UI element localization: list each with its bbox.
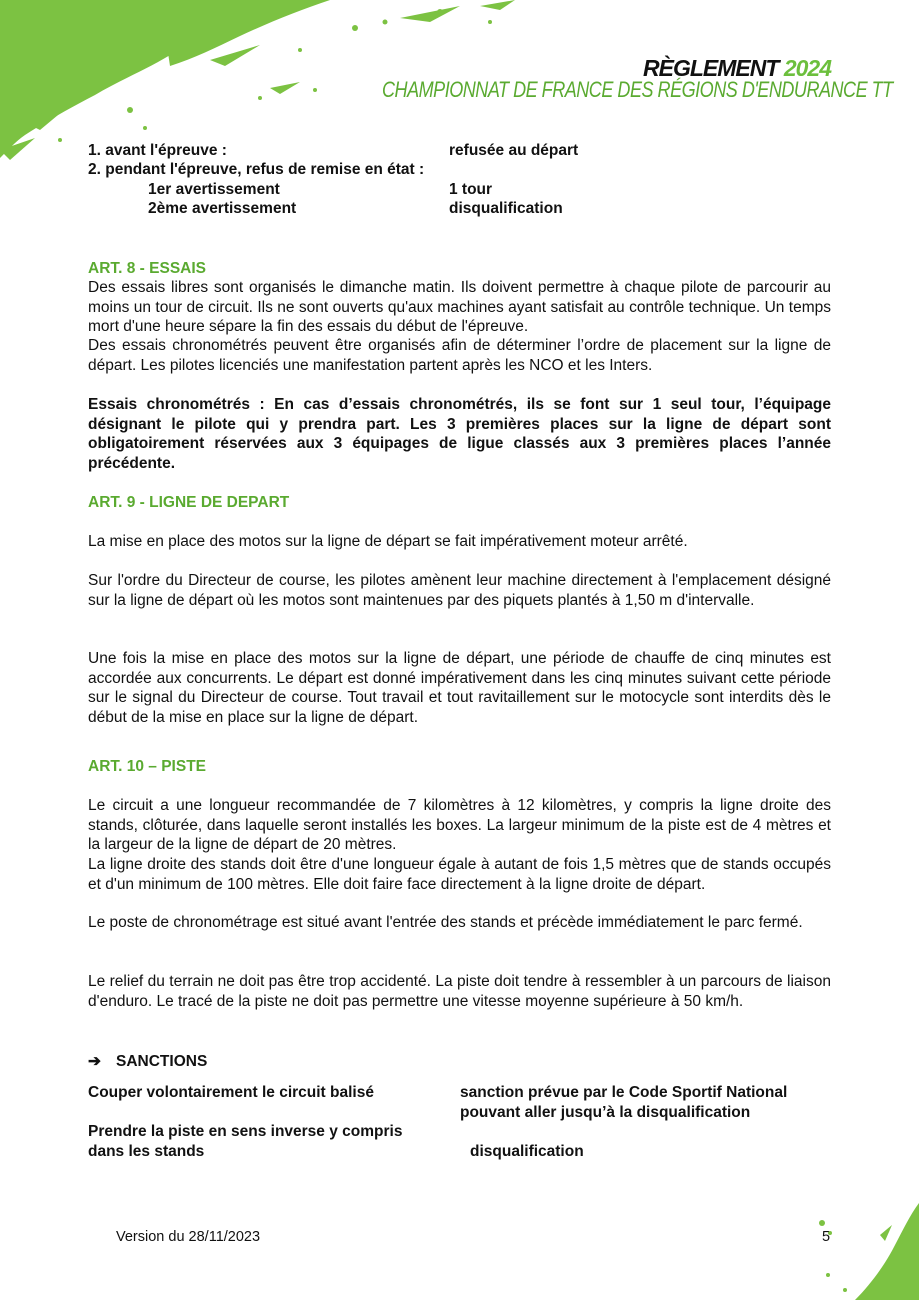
- paragraph: Sur l'ordre du Directeur de course, les pilotes amènent leur machine directement à l'emplacement désigné sur la ligne de départ où les motos sont maintenues par des piquets plantés à 1,50 m d'intervalle.: [88, 572, 831, 609]
- paragraph: La mise en place des motos sur la ligne de départ se fait impérativement moteur arrêté.: [88, 533, 688, 550]
- section-heading: ART. 10 – PISTE: [88, 758, 207, 775]
- paragraph: Une fois la mise en place des motos sur la ligne de départ, une période de chauffe de cinq minutes est accordée aux concurrents. Le départ est donné impérativement dans les cinq minutes suivant cette période sur le signal du Directeur de course. Tout travail et tout ravitaillement sur le motocycle sont interdits dès le début de la mise en place sur la ligne de départ.: [88, 650, 831, 726]
- paragraph: Le circuit a une longueur recommandée de 7 kilomètres à 12 kilomètres, y compris la ligne droite des stands, clôturée, dans laquelle seront installés les boxes. La largeur minimum de la piste est de 4 mètres et la largeur de la ligne de départ de 20 mètres.: [88, 797, 831, 854]
- paragraph-bold: Essais chronométrés : En cas d’essais chronométrés, ils se font sur 1 seul tour, l’équipage désignant le pilote qui y prendra part. Les 3 premières places sur la ligne de départ sont obligatoirement réservées aux 3 équipages de ligue classés aux 3 premières places l’année précédente.: [88, 396, 831, 472]
- section-heading: ART. 9 - LIGNE DE DEPART: [88, 494, 290, 511]
- sanction-penalty: pouvant aller jusqu’à la disqualification: [460, 1104, 751, 1121]
- sanction-offense: dans les stands: [88, 1143, 205, 1160]
- warning-label: 1er avertissement: [148, 181, 280, 198]
- paragraph: Le relief du terrain ne doit pas être trop accidenté. La piste doit tendre à ressembler à un parcours de liaison d'enduro. Le tracé de la piste ne doit pas permettre une vitesse moyenne supérieure à 50 km/h.: [88, 973, 831, 1010]
- paragraph: La ligne droite des stands doit être d'une longueur égale à autant de fois 1,5 mètres que de stands occupés et d'un minimum de 100 mètres. Elle doit faire face directement à la ligne droite de départ.: [88, 856, 831, 893]
- footer-version: Version du 28/11/2023: [116, 1229, 261, 1245]
- sanction-penalty: sanction prévue par le Code Sportif National: [460, 1084, 788, 1101]
- warning-value: 1 tour: [449, 181, 493, 198]
- paragraph: Des essais libres sont organisés le dimanche matin. Ils doivent permettre à chaque pilote de parcourir au moins un tour de circuit. Ils ne sont ouverts qu'aux machines ayant satisfait au contrôle technique. Un temps mort d'une heure sépare la fin des essais du début de l'épreuve.: [88, 279, 831, 336]
- document-subtitle: CHAMPIONNAT DE FRANCE DES RÉGIONS D'ENDURANCE TT: [382, 77, 893, 102]
- sanction-offense: Prendre la piste en sens inverse y compris: [88, 1123, 403, 1140]
- paragraph: Des essais chronométrés peuvent être organisés afin de déterminer l’ordre de placement sur la ligne de départ. Les pilotes licenciés une manifestation partent après les NCO et les Inters.: [88, 337, 831, 374]
- sanction-offense: Couper volontairement le circuit balisé: [88, 1084, 374, 1101]
- title-word: RÈGLEMENT: [643, 55, 779, 81]
- paragraph: Le poste de chronométrage est situé avant l'entrée des stands et précède immédiatement le parc fermé.: [88, 914, 803, 931]
- list-item-value: refusée au départ: [449, 142, 579, 159]
- sanctions-heading: SANCTIONS: [116, 1053, 208, 1070]
- list-item-label: 2. pendant l'épreuve, refus de remise en état :: [88, 161, 425, 178]
- list-item-label: 1. avant l'épreuve :: [88, 142, 227, 159]
- warning-value: disqualification: [449, 200, 563, 217]
- page-number: 5: [822, 1229, 831, 1245]
- arrow-icon: ➔: [88, 1053, 101, 1070]
- sanction-penalty: disqualification: [470, 1143, 584, 1160]
- section-heading: ART. 8 - ESSAIS: [88, 260, 206, 277]
- warning-label: 2ème avertissement: [148, 200, 297, 217]
- title-year: 2024: [783, 55, 831, 81]
- green-splash-corner-decoration: [800, 1195, 919, 1300]
